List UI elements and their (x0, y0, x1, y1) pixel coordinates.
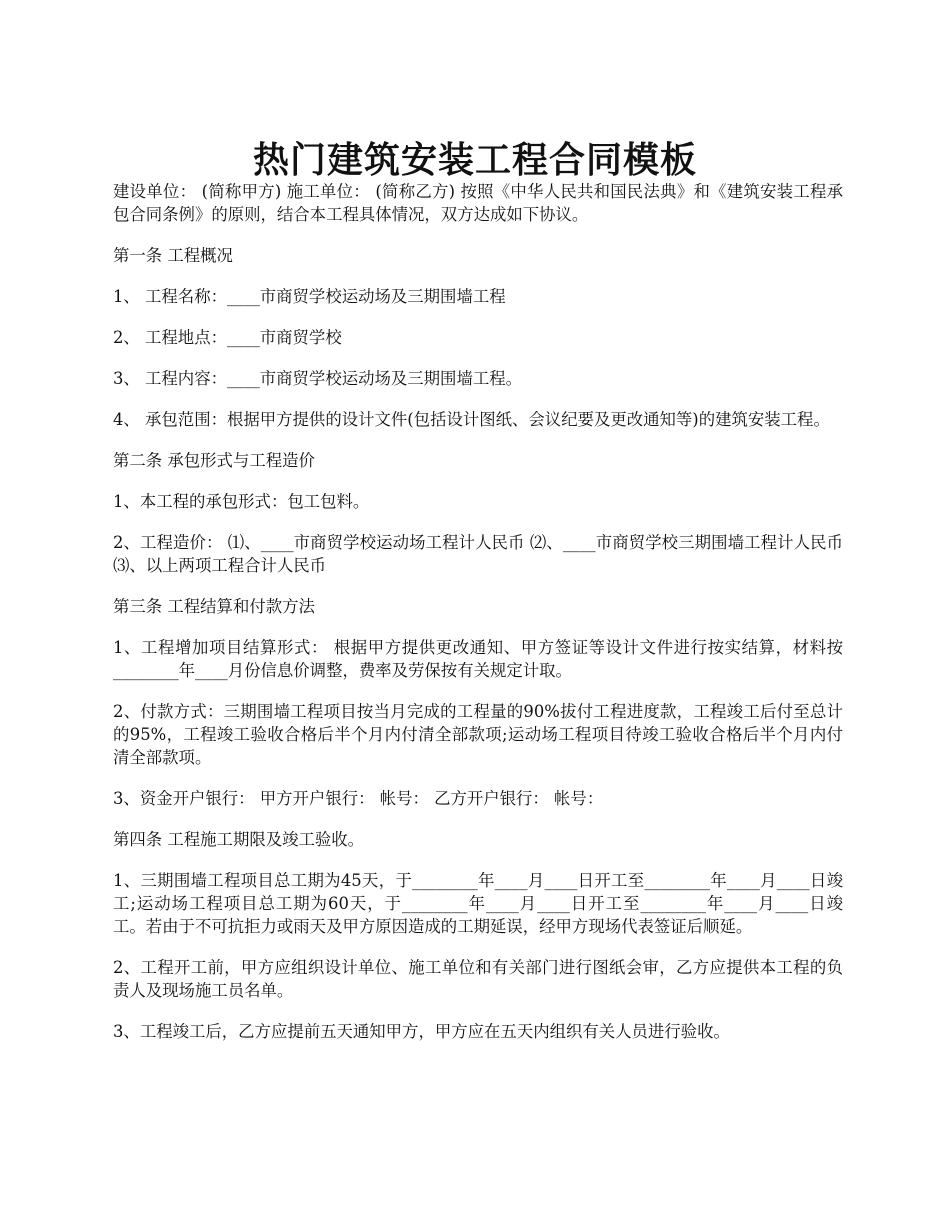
clause-paragraph: 1、三期围墙工程项目总工期为45天，于________年____月____日开工至________年____月____日竣工;运动场工程项目总工期为60天，于________年____月____日开工至________年____月____日竣工。若由于不可抗拒力或雨天及甲方原因造成的工期延误，经甲方现场代表签证后顺延。 (113, 871, 843, 936)
clause-paragraph: 2、工程开工前，甲方应组织设计单位、施工单位和有关部门进行图纸会审，乙方应提供本工程的负责人及现场施工员名单。 (113, 958, 843, 1000)
clause-paragraph: 1、本工程的承包形式：包工包料。 (113, 492, 370, 511)
clause-paragraph: 1、 工程名称：____市商贸学校运动场及三期围墙工程 (113, 287, 506, 306)
document-title: 热门建筑安装工程合同模板 (252, 139, 697, 182)
section-heading: 第二条 承包形式与工程造价 (113, 451, 315, 470)
clause-paragraph: 3、 工程内容：____市商贸学校运动场及三期围墙工程。 (113, 369, 523, 388)
section-heading: 第一条 工程概况 (113, 246, 233, 265)
clause-paragraph: 3、工程竣工后，乙方应提前五天通知甲方，甲方应在五天内组织有关人员进行验收。 (113, 1022, 730, 1041)
clause-paragraph: 3、资金开户银行： 甲方开户银行： 帐号： 乙方开户银行： 帐号： (113, 789, 604, 808)
document-body (113, 180, 843, 1061)
clause-paragraph: 4、 承包范围：根据甲方提供的设计文件(包括设计图纸、会议纪要及更改通知等)的建筑安装工程。 (113, 410, 830, 429)
intro-paragraph: 建设单位： (简称甲方) 施工单位： (简称乙方) 按照《中华人民共和国民法典》和《建筑安装工程承包合同条例》的原则，结合本工程具体情况，双方达成如下协议。 (113, 182, 843, 224)
clause-paragraph: 2、工程造价： ⑴、____市商贸学校运动场工程计人民币 ⑵、____市商贸学校三期围墙工程计人民币 ⑶、以上两项工程合计人民币 (113, 533, 843, 575)
clause-paragraph: 2、 工程地点：____市商贸学校 (113, 328, 342, 347)
section-heading: 第三条 工程结算和付款方法 (113, 597, 315, 616)
clause-paragraph: 2、付款方式：三期围墙工程项目按当月完成的工程量的90%拔付工程进度款，工程竣工后付至总计的95%，工程竣工验收合格后半个月内付清全部款项;运动场工程项目待竣工验收合格后半个月内付清全部款项。 (113, 702, 843, 767)
clause-paragraph: 1、工程增加项目结算形式： 根据甲方提供更改通知、甲方签证等设计文件进行按实结算，材料按________年____月份信息价调整，费率及劳保按有关规定计取。 (113, 638, 843, 680)
section-heading: 第四条 工程施工期限及竣工验收。 (113, 830, 365, 849)
